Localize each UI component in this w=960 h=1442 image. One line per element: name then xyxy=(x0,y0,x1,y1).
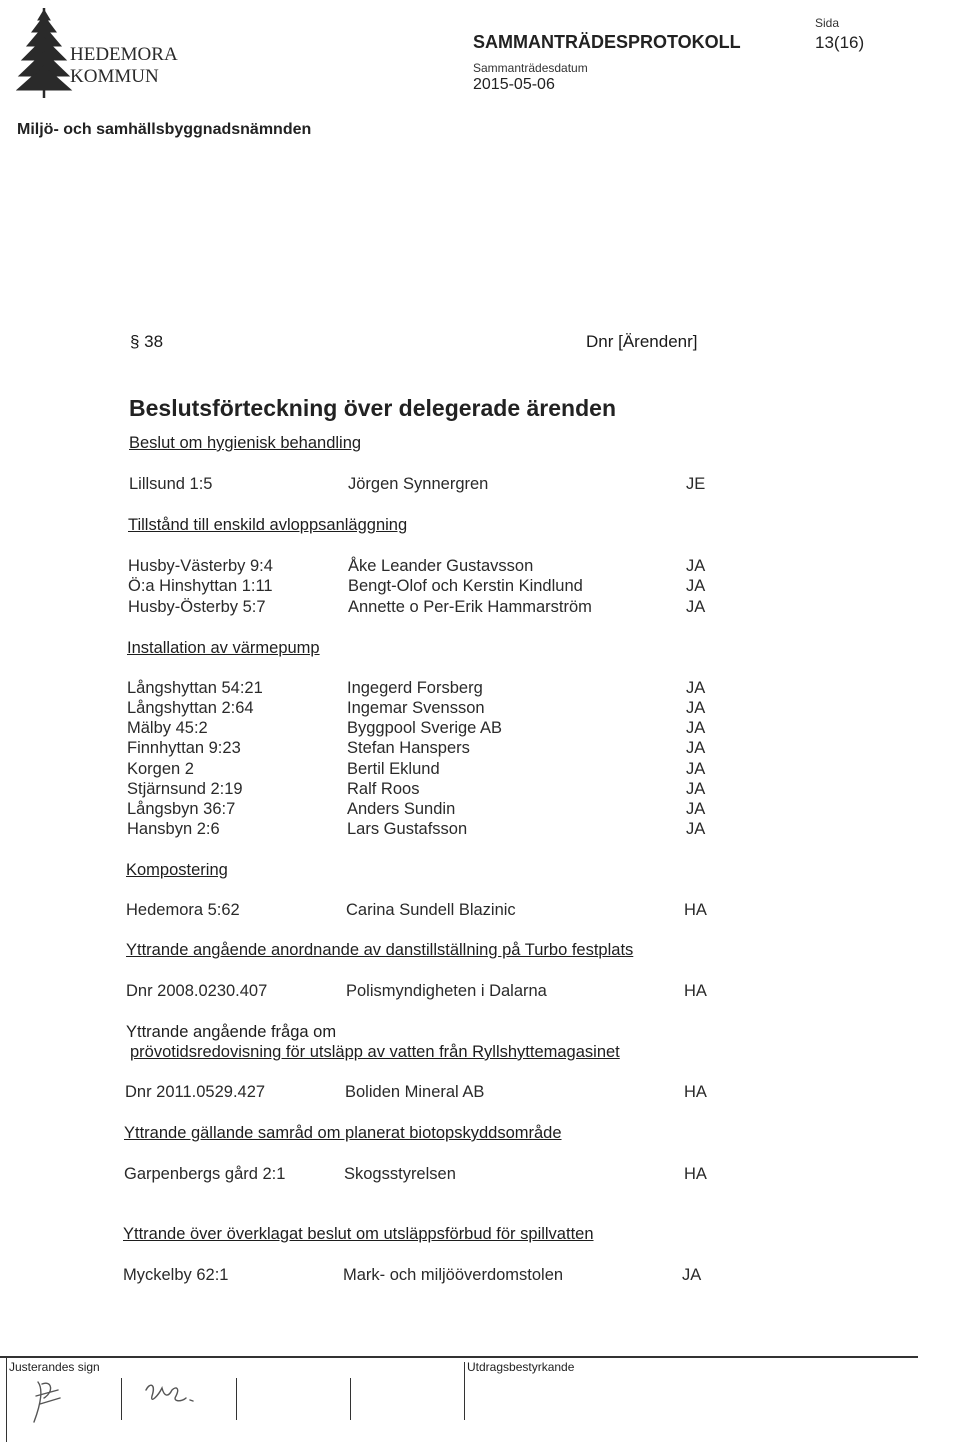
group-heading-line-1: Yttrande angående fråga om xyxy=(126,1023,337,1041)
code-cell: JA xyxy=(686,780,706,798)
page-number: 13(16) xyxy=(815,33,865,52)
code-cell: JA xyxy=(686,598,706,616)
name-cell: Polismyndigheten i Dalarna xyxy=(346,982,547,1000)
name-cell: Anders Sundin xyxy=(347,800,456,818)
code-cell: JA xyxy=(686,577,706,595)
handwritten-initials xyxy=(0,1356,960,1442)
name-cell: Lars Gustafsson xyxy=(347,820,468,838)
name-cell: Skogsstyrelsen xyxy=(344,1165,456,1183)
logo-wordmark xyxy=(70,44,178,88)
property-cell: Husby-Österby 5:7 xyxy=(128,598,266,616)
code-cell: HA xyxy=(684,982,707,1000)
code-cell: HA xyxy=(684,1165,707,1183)
property-cell: Hansbyn 2:6 xyxy=(127,820,220,838)
property-cell: Stjärnsund 2:19 xyxy=(127,780,243,798)
property-cell: Finnhyttan 9:23 xyxy=(127,739,241,757)
code-cell: JA xyxy=(686,739,706,757)
code-cell: JE xyxy=(686,475,706,493)
code-cell: HA xyxy=(684,901,707,919)
spruce-tree-icon xyxy=(17,8,71,98)
property-cell: Långshyttan 2:64 xyxy=(127,699,254,717)
code-cell: JA xyxy=(682,1266,702,1284)
code-cell: HA xyxy=(684,1083,707,1101)
date-label: Sammanträdesdatum xyxy=(473,61,588,75)
name-cell: Ingegerd Forsberg xyxy=(347,679,483,697)
name-cell: Ralf Roos xyxy=(347,780,420,798)
signature-label: Justerandes sign xyxy=(9,1360,100,1374)
name-cell: Mark- och miljööverdomstolen xyxy=(343,1266,564,1284)
code-cell: JA xyxy=(686,557,706,575)
paragraph-number: § 38 xyxy=(130,332,164,351)
group-heading: Yttrande över överklagat beslut om utsläppsförbud för spillvatten xyxy=(123,1225,594,1243)
name-cell: Stefan Hanspers xyxy=(347,739,470,757)
group-heading: Kompostering xyxy=(126,861,228,879)
code-cell: JA xyxy=(686,679,706,697)
property-cell: Korgen 2 xyxy=(127,760,194,778)
name-cell: Bertil Eklund xyxy=(347,760,440,778)
group-heading: Yttrande angående anordnande av danstillställning på Turbo festplats xyxy=(126,941,634,959)
initials-signature-1 xyxy=(34,1382,60,1422)
committee-name: Miljö- och samhällsbyggnadsnämnden xyxy=(17,121,312,138)
code-cell: JA xyxy=(686,820,706,838)
property-cell: Långsbyn 36:7 xyxy=(127,800,236,818)
page-title: Beslutsförteckning över delegerade ärenden xyxy=(129,395,616,421)
property-cell: Husby-Västerby 9:4 xyxy=(128,557,273,575)
name-cell: Byggpool Sverige AB xyxy=(347,719,503,737)
initials-signature-2 xyxy=(146,1385,193,1401)
name-cell: Boliden Mineral AB xyxy=(345,1083,485,1101)
code-cell: JA xyxy=(686,800,706,818)
meeting-date: 2015-05-06 xyxy=(473,76,555,93)
name-cell: Åke Leander Gustavsson xyxy=(348,557,534,575)
property-cell: Långshyttan 54:21 xyxy=(127,679,263,697)
name-cell: Bengt-Olof och Kerstin Kindlund xyxy=(348,577,583,595)
name-cell: Jörgen Synnergren xyxy=(348,475,489,493)
code-cell: JA xyxy=(686,719,706,737)
logo-line-2: KOMMUN xyxy=(70,66,159,87)
property-cell: Ö:a Hinshyttan 1:11 xyxy=(128,577,273,595)
property-cell: Dnr 2008.0230.407 xyxy=(126,982,268,1000)
property-cell: Dnr 2011.0529.427 xyxy=(125,1083,266,1101)
excerpt-label: Utdragsbestyrkande xyxy=(467,1360,575,1374)
property-cell: Hedemora 5:62 xyxy=(126,901,240,919)
property-cell: Mälby 45:2 xyxy=(127,719,208,737)
property-cell: Myckelby 62:1 xyxy=(123,1266,229,1284)
case-number: Dnr [Ärendenr] xyxy=(586,332,698,351)
group-heading: Installation av värmepump xyxy=(127,639,320,657)
name-cell: Carina Sundell Blazinic xyxy=(346,901,516,919)
logo-line-1: HEDEMORA xyxy=(70,44,178,65)
group-heading: Yttrande gällande samråd om planerat biotopskyddsområde xyxy=(124,1124,562,1142)
group-heading: Beslut om hygienisk behandling xyxy=(129,434,362,452)
name-cell: Annette o Per-Erik Hammarström xyxy=(348,598,592,616)
code-cell: JA xyxy=(686,760,706,778)
property-cell: Garpenbergs gård 2:1 xyxy=(124,1165,286,1183)
group-heading: Tillstånd till enskild avloppsanläggning xyxy=(128,516,408,534)
page-label: Sida xyxy=(815,16,840,30)
protocol-title: SAMMANTRÄDESPROTOKOLL xyxy=(473,32,741,52)
name-cell: Ingemar Svensson xyxy=(347,699,485,717)
group-heading: prövotidsredovisning för utsläpp av vatten från Ryllshyttemagasinet xyxy=(130,1043,620,1061)
code-cell: JA xyxy=(686,699,706,717)
property-cell: Lillsund 1:5 xyxy=(129,475,213,493)
